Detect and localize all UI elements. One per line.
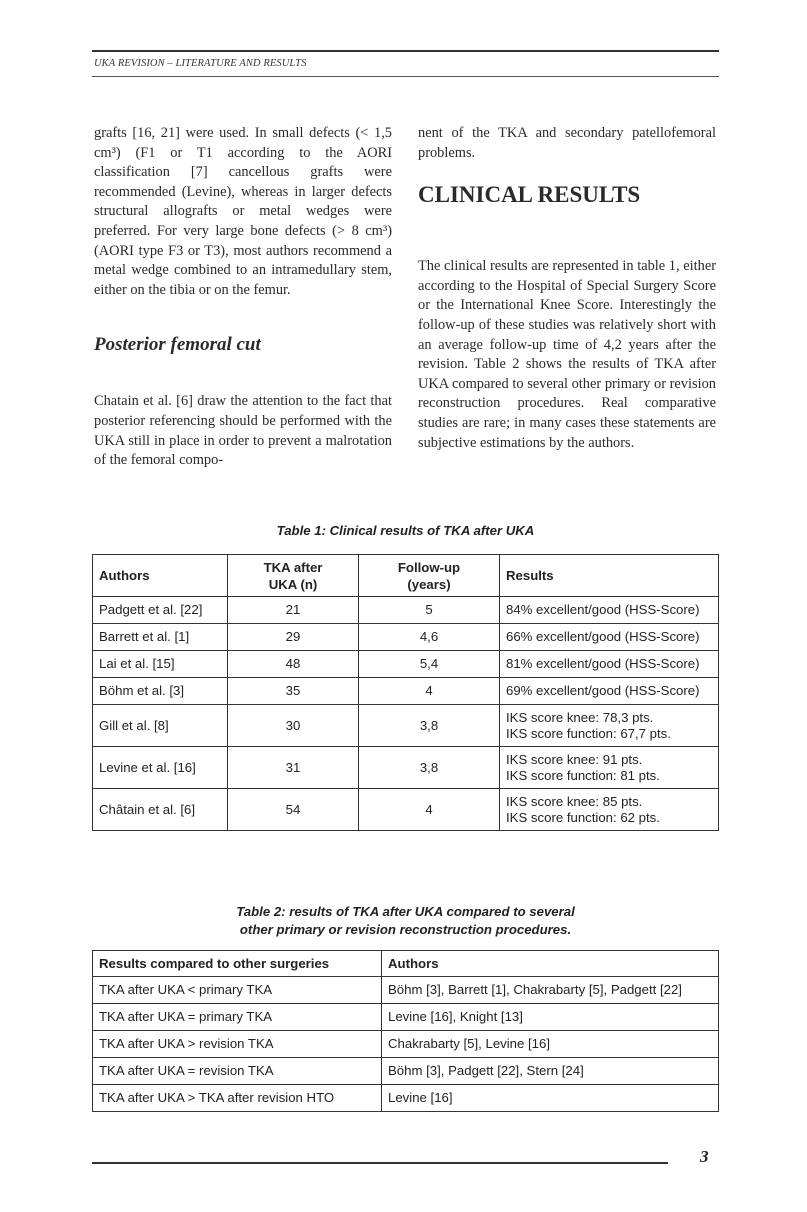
cell-comparison: TKA after UKA > TKA after revision HTO <box>93 1085 382 1112</box>
cell-followup: 4,6 <box>359 624 500 651</box>
cell-tka-n: 48 <box>228 651 359 678</box>
table-row <box>93 678 719 705</box>
header-followup-line-2: (years) <box>407 576 451 592</box>
cell-comparison: TKA after UKA < primary TKA <box>93 977 382 1004</box>
cell-author: Padgett et al. [22] <box>93 597 228 624</box>
header-followup-line-1: Follow-up <box>397 559 461 575</box>
table-row <box>93 1031 719 1058</box>
cell-tka-n: 21 <box>228 597 359 624</box>
cell-result <box>500 747 719 789</box>
cell-followup: 5,4 <box>359 651 500 678</box>
header-top-rule <box>92 50 719 52</box>
right-paragraph-1: nent of the TKA and secondary patellofemoral problems. <box>418 125 716 161</box>
cell-authors: Chakrabarty [5], Levine [16] <box>382 1031 719 1058</box>
running-header: UKA REVISION – LITERATURE AND RESULTS <box>94 58 307 69</box>
cell-author: Levine et al. [16] <box>93 747 228 789</box>
header-comparison: Results compared to other surgeries <box>93 951 382 977</box>
cell-author: Böhm et al. [3] <box>93 678 228 705</box>
cell-followup: 3,8 <box>359 747 500 789</box>
header-results: Results <box>500 555 719 597</box>
right-column <box>418 124 716 453</box>
page-number: 3 <box>700 1147 709 1166</box>
subheading-posterior-femoral-cut: Posterior femoral cut <box>94 334 261 356</box>
table-row <box>93 1004 719 1031</box>
cell-followup: 3,8 <box>359 705 500 747</box>
result-line-1: IKS score knee: 78,3 pts. <box>506 709 654 725</box>
header-authors: Authors <box>93 555 228 597</box>
cell-tka-n: 35 <box>228 678 359 705</box>
table-row <box>93 747 719 789</box>
cell-authors: Böhm [3], Barrett [1], Chakrabarty [5], Padgett [22] <box>382 977 719 1004</box>
table-row <box>93 651 719 678</box>
footer-rule <box>92 1162 668 1164</box>
cell-followup: 5 <box>359 597 500 624</box>
header-tka-line-1: TKA after <box>263 559 323 575</box>
table-row <box>93 597 719 624</box>
cell-followup: 4 <box>359 789 500 831</box>
result-line-2: IKS score function: 67,7 pts. <box>506 725 671 741</box>
table-comparison <box>92 950 719 1112</box>
cell-tka-n: 30 <box>228 705 359 747</box>
result-line-2: IKS score function: 62 pts. <box>506 809 660 825</box>
cell-result: 84% excellent/good (HSS-Score) <box>500 597 719 624</box>
cell-result: 81% excellent/good (HSS-Score) <box>500 651 719 678</box>
result-line-2: IKS score function: 81 pts. <box>506 767 660 783</box>
result-line-1: IKS score knee: 91 pts. <box>506 751 643 767</box>
cell-authors: Böhm [3], Padgett [22], Stern [24] <box>382 1058 719 1085</box>
table-row <box>93 1058 719 1085</box>
table-header-row <box>93 951 719 977</box>
header-tka-after-uka <box>228 555 359 597</box>
table2-caption <box>92 903 719 939</box>
cell-author: Barrett et al. [1] <box>93 624 228 651</box>
table1-caption: Table 1: Clinical results of TKA after UKA <box>276 523 535 538</box>
section-heading-clinical-results: CLINICAL RESULTS <box>418 182 641 208</box>
table-header-row <box>93 555 719 597</box>
result-line-1: IKS score knee: 85 pts. <box>506 793 643 809</box>
table-row <box>93 977 719 1004</box>
table-row <box>93 705 719 747</box>
cell-result <box>500 705 719 747</box>
cell-author: Lai et al. [15] <box>93 651 228 678</box>
cell-comparison: TKA after UKA = primary TKA <box>93 1004 382 1031</box>
cell-author: Gill et al. [8] <box>93 705 228 747</box>
left-column <box>94 124 392 471</box>
table-row <box>93 789 719 831</box>
table2-caption-line-1: Table 2: results of TKA after UKA compared to several <box>236 904 575 919</box>
header-tka-line-2: UKA (n) <box>268 576 318 592</box>
table-row <box>93 624 719 651</box>
cell-comparison: TKA after UKA > revision TKA <box>93 1031 382 1058</box>
table-clinical-results <box>92 554 719 831</box>
right-paragraph-2: The clinical results are represented in table 1, either according to the Hospital of Special Surgery Score or the International Knee Score. Interestingly the follow-up of these studies was relatively short with an average follow-up time of 4,2 years after the revision. Table 2 shows the results of TKA after UKA compared to several other primary or revision reconstruction procedures. Real comparative studies are rare; in many cases these statements are subjective estimations by the authors. <box>418 258 716 451</box>
table-row <box>93 1085 719 1112</box>
header-authors: Authors <box>382 951 719 977</box>
cell-result <box>500 789 719 831</box>
cell-tka-n: 29 <box>228 624 359 651</box>
cell-result: 69% excellent/good (HSS-Score) <box>500 678 719 705</box>
cell-author: Châtain et al. [6] <box>93 789 228 831</box>
table2-caption-line-2: other primary or revision reconstruction procedures. <box>239 922 572 937</box>
cell-result: 66% excellent/good (HSS-Score) <box>500 624 719 651</box>
cell-tka-n: 54 <box>228 789 359 831</box>
cell-tka-n: 31 <box>228 747 359 789</box>
header-bottom-rule <box>92 76 719 77</box>
cell-comparison: TKA after UKA = revision TKA <box>93 1058 382 1085</box>
cell-authors: Levine [16] <box>382 1085 719 1112</box>
left-paragraph-1: grafts [16, 21] were used. In small defects (< 1,5 cm³) (F1 or T1 according to the AORI classification [7] cancellous grafts were recommended (Levine), whereas in larger defects structural allografts or metal wedges were preferred. For very large bone defects (> 8 cm³) (AORI type F3 or T3), most authors recommend a metal wedge combined to an intramedullary stem, either on the tibia or on the femur. <box>94 125 392 298</box>
header-follow-up <box>359 555 500 597</box>
left-paragraph-2: Chatain et al. [6] draw the attention to the fact that posterior referencing should be performed with the UKA still in place in order to prevent a malrotation of the femoral compo- <box>94 393 392 469</box>
cell-followup: 4 <box>359 678 500 705</box>
cell-authors: Levine [16], Knight [13] <box>382 1004 719 1031</box>
